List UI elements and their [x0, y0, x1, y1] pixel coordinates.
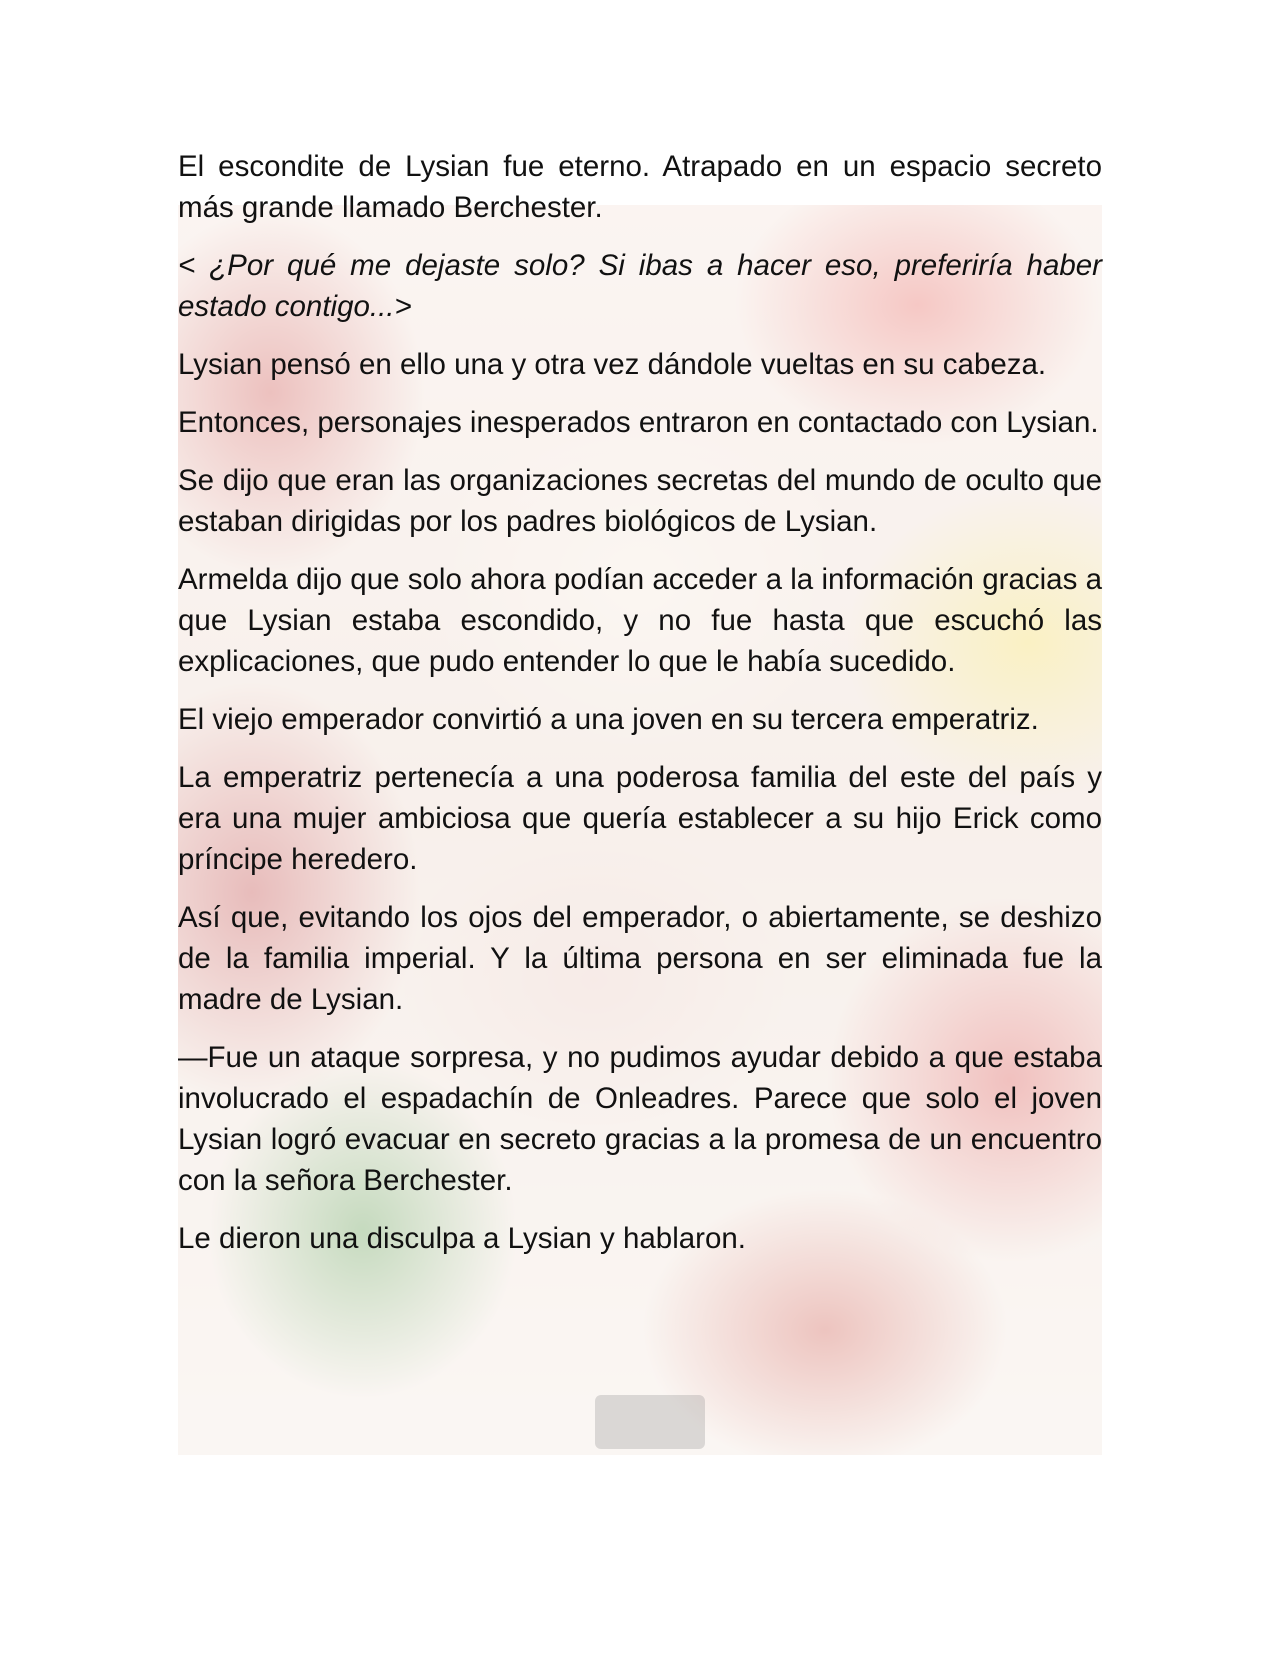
paragraph-dialogue: —Fue un ataque sorpresa, y no pudimos ayudar debido a que estaba involucrado el espadachín de Onleadres. Parece que solo el joven Lysian logró evacuar en secreto gracias a la promesa de un encuentro con la señora Berchester.: [178, 1041, 1102, 1197]
paragraph-italic-quote: < ¿Por qué me dejaste solo? Si ibas a hacer eso, preferiría haber estado contigo...>: [178, 249, 1102, 323]
paragraph: El escondite de Lysian fue eterno. Atrapado en un espacio secreto más grande llamado Berchester.: [178, 150, 1102, 224]
paragraph: Armelda dijo que solo ahora podían acceder a la información gracias a que Lysian estaba escondido, y no fue hasta que escuchó las explicaciones, que pudo entender lo que le había sucedido.: [178, 563, 1102, 678]
paragraph: Entonces, personajes inesperados entraron en contactado con Lysian.: [178, 406, 1099, 439]
watermark-logo: [595, 1395, 705, 1449]
body-text: [178, 146, 1102, 1276]
paragraph: Se dijo que eran las organizaciones secretas del mundo de oculto que estaban dirigidas por los padres biológicos de Lysian.: [178, 464, 1102, 538]
paragraph: Así que, evitando los ojos del emperador, o abiertamente, se deshizo de la familia imperial. Y la última persona en ser eliminada fue la madre de Lysian.: [178, 901, 1102, 1016]
paragraph: Le dieron una disculpa a Lysian y hablaron.: [178, 1222, 746, 1255]
paragraph: El viejo emperador convirtió a una joven en su tercera emperatriz.: [178, 703, 1039, 736]
paragraph: Lysian pensó en ello una y otra vez dándole vueltas en su cabeza.: [178, 348, 1047, 381]
paragraph: La emperatriz pertenecía a una poderosa familia del este del país y era una mujer ambiciosa que quería establecer a su hijo Erick como príncipe heredero.: [178, 761, 1102, 876]
